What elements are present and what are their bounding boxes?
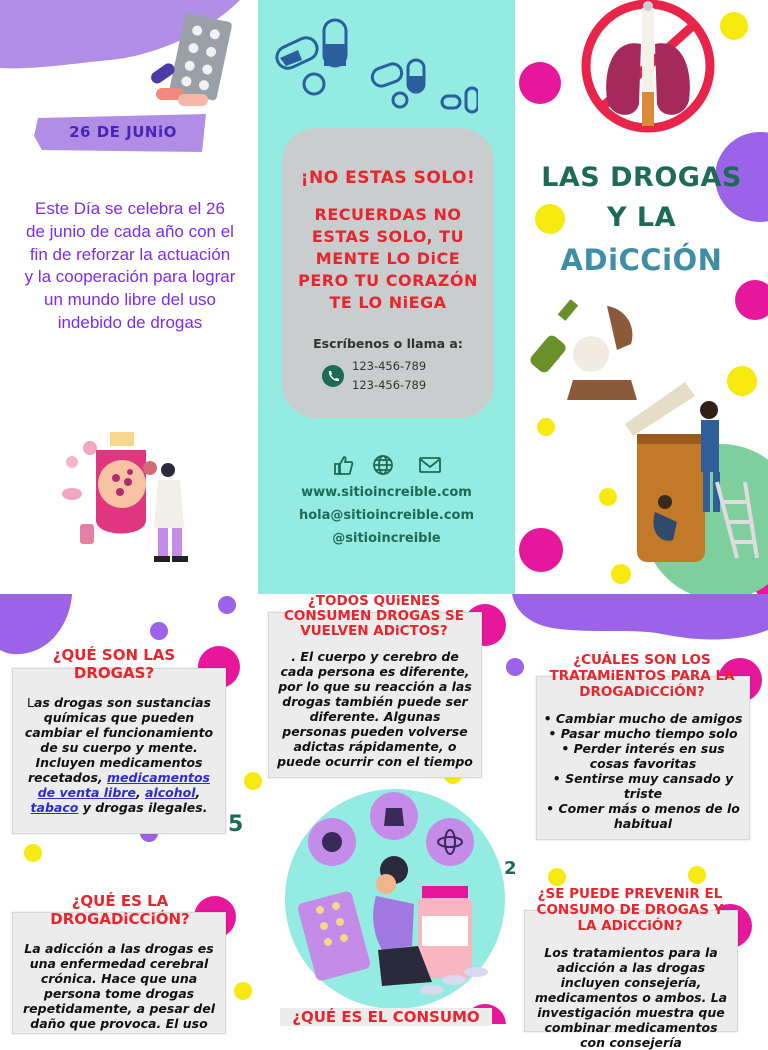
page-number-2: 2: [504, 858, 518, 879]
capsules-icon: [268, 14, 478, 114]
heading-que-son-drogas: ¿QUÉ SON LAS DROGAS?: [52, 646, 176, 682]
page-number-5: 5: [228, 812, 244, 837]
heading-que-es-drogadiccion: ¿QUÉ ES LA DROGADiCCiÓN?: [50, 892, 190, 928]
decor-dot: [688, 866, 706, 884]
date-banner: [34, 112, 212, 154]
phone-number-1[interactable]: 123-456-789: [352, 359, 427, 373]
contact-label: Escríbenos o llama a:: [313, 336, 463, 351]
decor-dot: [519, 62, 561, 104]
phone-icon: [322, 365, 344, 387]
que-son-drogas-text: [21, 695, 217, 815]
decor-dot: [720, 12, 748, 40]
heading-tratamientos: ¿CUÁLES SON LOS TRATAMiENTOS PARA LA DROGADiCCiÓN?: [549, 652, 735, 700]
thumbs-up-icon[interactable]: [332, 454, 354, 476]
decor-dot: [150, 622, 168, 640]
message-card: [282, 128, 494, 418]
card-que-es-drogadiccion: [12, 912, 226, 1034]
decor-dot: [218, 596, 236, 614]
text-before: as drogas son sustancias químicas que pueden cambiar el funcionamiento de su cuerpo y mente. Incluyen medicamentos recetados,: [24, 695, 214, 785]
decor-dot: [506, 658, 524, 676]
tratamientos-list: [543, 711, 743, 831]
no-estas-solo-title: ¡NO ESTAS SOLO!: [300, 168, 476, 188]
panel-top-middle: [258, 0, 515, 594]
decor-dot: [599, 488, 617, 506]
list-item: • Pasar mucho tiempo solo: [543, 726, 743, 741]
email-link[interactable]: hola@sitioincreible.com: [298, 508, 474, 523]
todos-adictos-text: . El cuerpo y cerebro de cada persona es diferente, por lo que su reacción a las drogas también puede ser diferente. Algunas personas pueden volverse adictas rápidamente, o puede ocurrir con el tiempo: [277, 649, 473, 769]
heading-prevenir: ¿SE PUEDE PREVENiR EL CONSUMO DE DROGAS Y LA ADiCCiÓN?: [536, 886, 724, 934]
link-alcohol[interactable]: alcohol: [145, 785, 196, 800]
card-tratamientos: [536, 676, 750, 840]
intro-paragraph: Este Día se celebra el 26 de junio de cada año con el fin de reforzar la actuación y la cooperación para lograr un mundo libre del uso indebido de drogas: [24, 199, 236, 332]
title-line-2: Y LA: [606, 202, 677, 233]
separator: ,: [135, 785, 146, 800]
mail-icon[interactable]: [418, 456, 442, 474]
heading-que-es-consumo: ¿QUÉ ES EL CONSUMO: [280, 1008, 492, 1026]
title-line-3: ADiCCiÓN: [560, 243, 723, 277]
heading-todos-adictos: ¿TODOS QUiENES CONSUMEN DROGAS SE VUELVEN ADiCTOS?: [284, 593, 464, 639]
website-link[interactable]: www.sitioincreible.com: [301, 485, 472, 500]
text-after: y drogas ilegales.: [78, 800, 208, 815]
globe-icon[interactable]: [372, 454, 394, 476]
drop-letter: L: [26, 695, 34, 710]
decor-dot: [24, 844, 42, 862]
decor-dot: [735, 280, 768, 320]
title-line-1: LAS DROGAS: [541, 162, 742, 193]
list-item: • Sentirse muy cansado y triste: [543, 771, 743, 801]
lungs-cigarette-icon: [573, 0, 723, 138]
drogadiccion-text: La adicción a las drogas es una enfermedad cerebral crónica. Hace que una persona tome drogas repetidamente, a pesar del daño que provoca. El uso: [23, 941, 215, 1031]
panel-top-right: [515, 0, 768, 594]
jar-person-icon: [625, 372, 768, 594]
support-message: RECUERDAS NO ESTAS SOLO, TU MENTE LO DiCE PERO TU CORAZÓN TE LO NiEGA: [298, 205, 478, 312]
date-text: 26 DE JUNiO: [69, 123, 177, 141]
stressed-woman-icon: [282, 786, 508, 1012]
decor-dot: [244, 772, 262, 790]
link-tabaco[interactable]: tabaco: [30, 800, 79, 815]
list-item: • Perder interés en sus cosas favoritas: [543, 741, 743, 771]
card-que-son-drogas: [12, 668, 226, 834]
separator: ,: [195, 785, 201, 800]
decor-dot: [234, 982, 252, 1000]
phone-number-2[interactable]: 123-456-789: [352, 378, 427, 392]
decor-dot: [537, 418, 555, 436]
pill-bottle-person-icon: [50, 428, 210, 573]
decor-dot: [519, 528, 563, 572]
list-item: • Comer más o menos de lo habitual: [543, 801, 743, 831]
link-medicamentos-venta-libre[interactable]: medicamentos de venta libre: [37, 770, 211, 800]
decor-dot: [548, 868, 566, 886]
list-item: • Cambiar mucho de amigos: [543, 711, 743, 726]
prevenir-text: Los tratamientos para la adicción a las drogas incluyen consejería, medicamentos o ambos. La investigación muestra que combinar medicamentos con consejería: [534, 945, 728, 1050]
pills-icon: [142, 10, 237, 110]
panel-top-left: [0, 0, 258, 594]
social-handle[interactable]: @sitioincreible: [332, 531, 441, 546]
